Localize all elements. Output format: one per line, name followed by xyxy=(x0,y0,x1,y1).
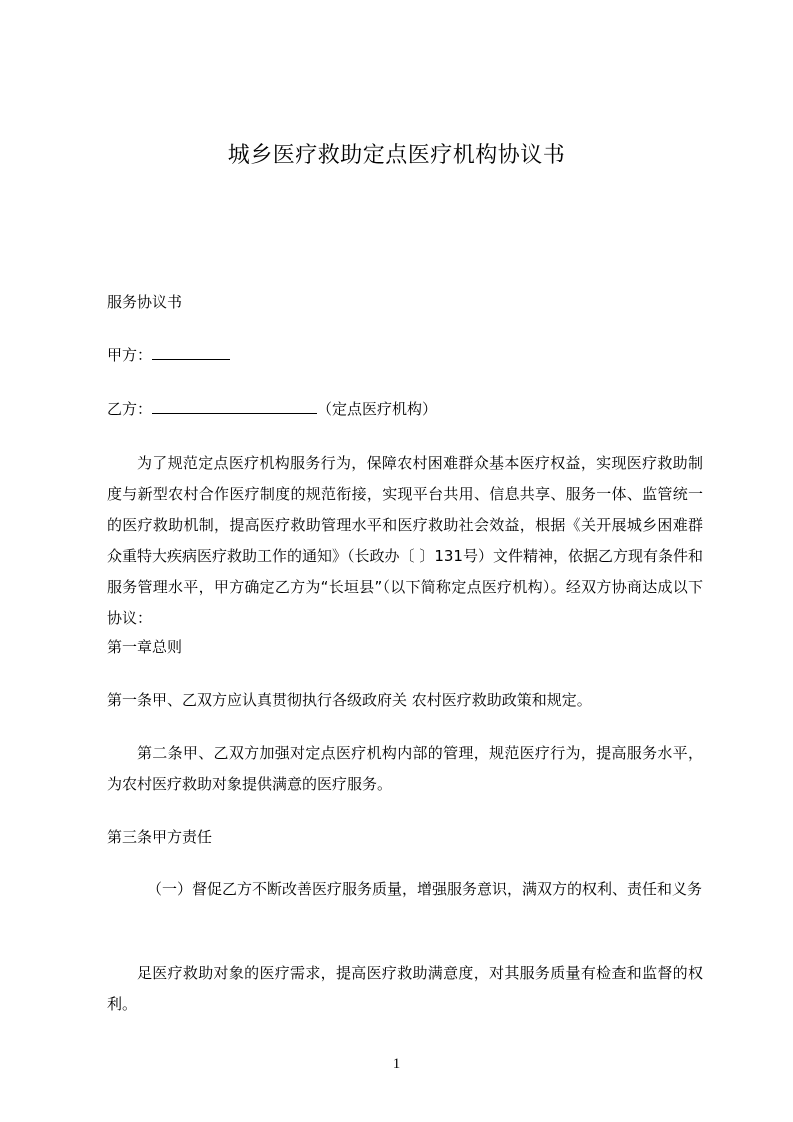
article-3-heading: 第三条甲方责任 xyxy=(107,828,213,846)
page-number: 1 xyxy=(392,1056,401,1072)
party-a-line xyxy=(107,340,703,370)
article-3-item-1: （一）督促乙方不断改善医疗服务质量，增强服务意识，满双方的权利、责任和义务 xyxy=(147,880,703,898)
article-2: 第二条甲、乙双方加强对定点医疗机构内部的管理，规范医疗行为，提高服务水平，为农村医疗救助对象提供满意的医疗服务。 xyxy=(107,744,703,793)
party-b-line xyxy=(107,394,703,424)
party-b-blank xyxy=(152,399,317,414)
party-b-note: （定点医疗机构） xyxy=(317,400,438,418)
agreement-subtitle: 服务协议书 xyxy=(107,293,183,311)
article-1: 第一条甲、乙双方应认真贯彻执行各级政府关 农村医疗救助政策和规定。 xyxy=(107,691,592,709)
document-title: 城乡医疗救助定点医疗机构协议书 xyxy=(227,143,566,168)
party-b-label: 乙方： xyxy=(107,400,153,418)
intro-paragraph: 为了规范定点医疗机构服务行为，保障农村困难群众基本医疗权益，实现医疗救助制度与新型农村合作医疗制度的规范衔接，实现平台共用、信息共享、服务一体、监管统一的医疗救助机制，提高医疗救助管理水平和医疗救助社会效益，根据《关开展城乡困难群众重特大疾病医疗救助工作的通知》（长政办〔 〕131号）文件精神，依据乙方现有条件和服务管理水平，甲方确定乙方为“长垣县”（以下简称定点医疗机构）。经双方协商达成以下协议： xyxy=(107,454,703,627)
party-a-blank xyxy=(152,345,230,360)
party-a-label: 甲方： xyxy=(107,346,153,364)
article-3-item-1-continued: 足医疗救助对象的医疗需求，提高医疗救助满意度，对其服务质量有检查和监督的权利。 xyxy=(107,964,703,1013)
chapter-heading: 第一章总则 xyxy=(107,638,183,656)
